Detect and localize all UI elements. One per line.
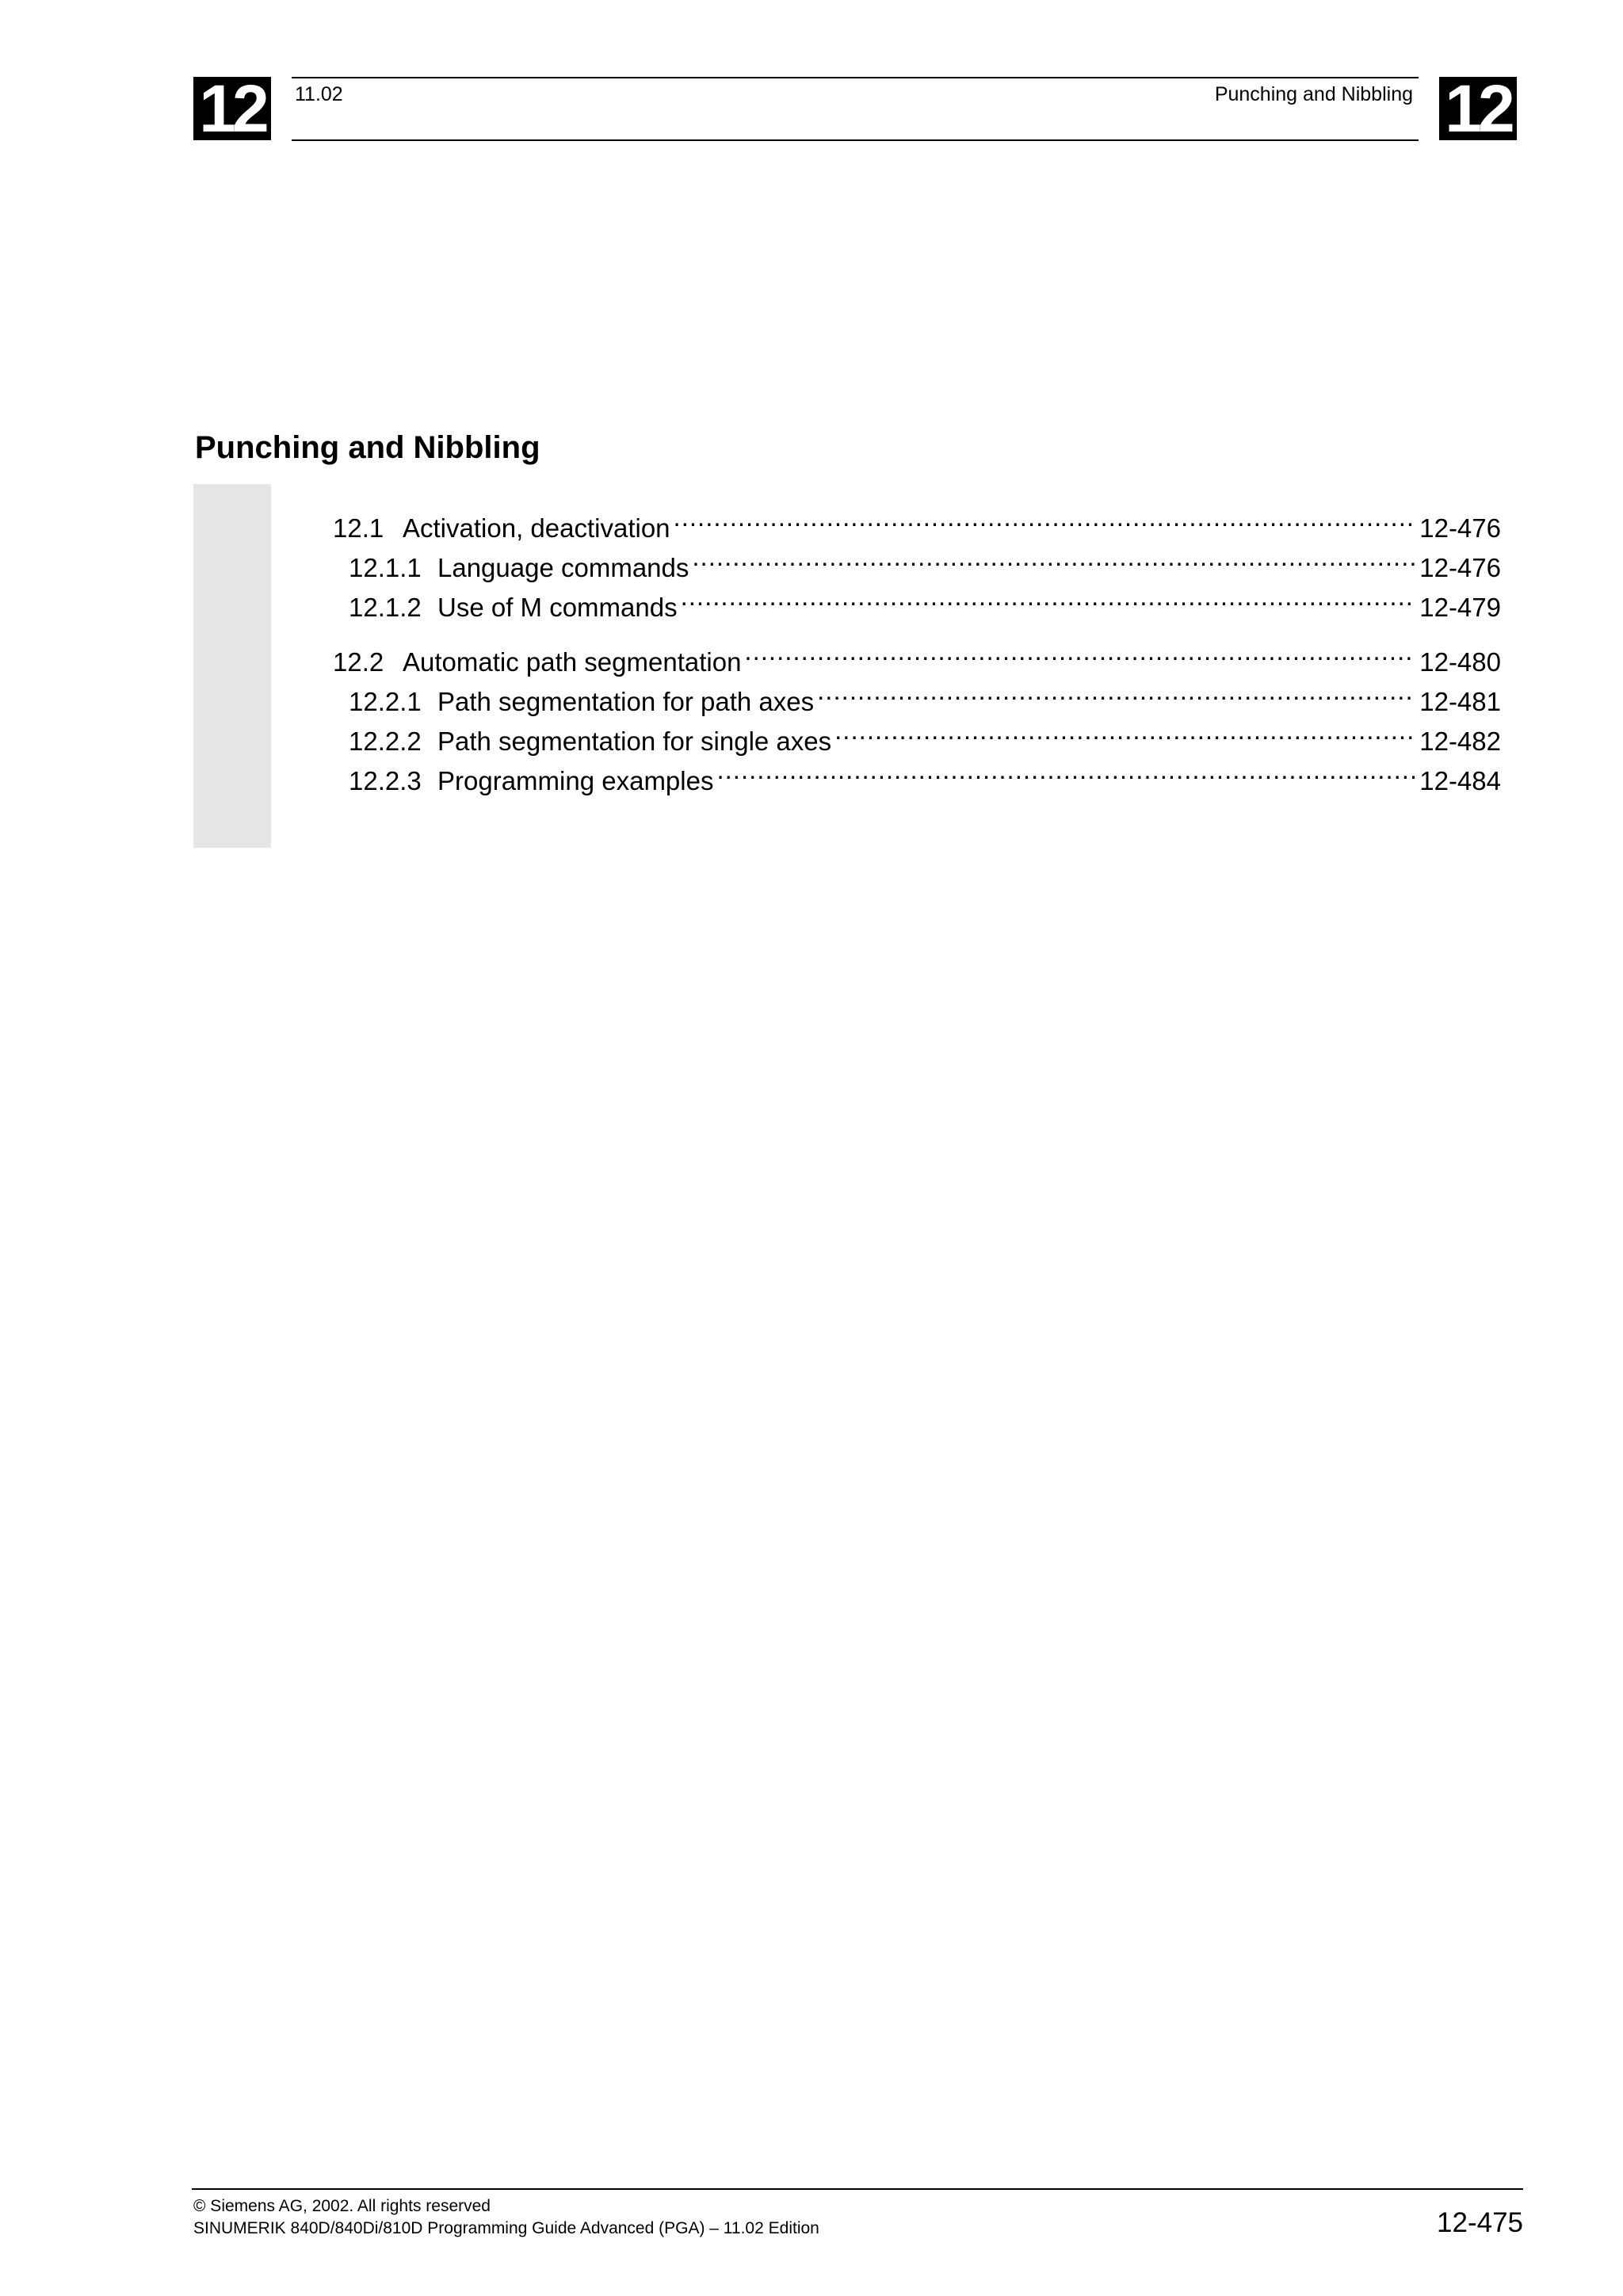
toc-leader-dots: [834, 711, 1415, 750]
chapter-title: Punching and Nibbling: [195, 430, 540, 465]
toc-entry-title: Activation, deactivation: [403, 513, 670, 543]
toc-entry-page: 12-484: [1419, 766, 1501, 795]
toc-entry-title: Path segmentation for single axes: [437, 727, 832, 756]
toc-entry-title: Use of M commands: [437, 593, 678, 622]
toc-entry-page: 12-480: [1419, 647, 1501, 677]
toc-entry-title: Path segmentation for path axes: [437, 687, 815, 716]
toc-leader-dots: [692, 537, 1415, 577]
toc-leader-dots: [817, 671, 1415, 711]
toc-entry-number: 12.1.2: [349, 593, 422, 622]
toc-entry-title: Automatic path segmentation: [403, 647, 742, 677]
toc-leader-dots: [716, 750, 1415, 790]
footer-copyright: © Siemens AG, 2002. All rights reserved: [193, 2197, 491, 2215]
toc-entry-page: 12-479: [1419, 593, 1501, 622]
footer-rule: [192, 2188, 1523, 2190]
toc-entry-number: 12.2.2: [349, 727, 422, 756]
toc-entry-page: 12-476: [1419, 553, 1501, 582]
table-of-contents: [333, 498, 1501, 795]
header-top-rule: [292, 77, 1419, 78]
toc-entry-page: 12-476: [1419, 513, 1501, 543]
toc-entry[interactable]: [333, 631, 1501, 677]
chapter-number-badge-right: 12: [1439, 77, 1517, 140]
toc-entry[interactable]: [333, 498, 1501, 543]
toc-entry-title: Programming examples: [437, 766, 714, 795]
chapter-number-badge-left: 12: [193, 77, 271, 140]
header-edition: 11.02: [295, 83, 343, 105]
toc-entry-number: 12.2.1: [349, 687, 422, 716]
toc-leader-dots: [674, 498, 1415, 537]
toc-leader-dots: [744, 631, 1415, 671]
header-bottom-rule: [292, 139, 1419, 141]
toc-leader-dots: [681, 577, 1415, 616]
toc-entry-number: 12.1.1: [349, 553, 422, 582]
toc-side-bar: [193, 484, 271, 848]
toc-entry-title: Language commands: [437, 553, 689, 582]
toc-entry-page: 12-482: [1419, 727, 1501, 756]
header-section-title: Punching and Nibbling: [1214, 83, 1413, 105]
toc-entry-page: 12-481: [1419, 687, 1501, 716]
footer-page-number: 12-475: [1437, 2207, 1523, 2238]
toc-entry-number: 12.1: [333, 513, 384, 543]
toc-entry-number: 12.2: [333, 647, 384, 677]
toc-entry-number: 12.2.3: [349, 766, 422, 795]
footer-guide-title: SINUMERIK 840D/840Di/810D Programming Guide Advanced (PGA) – 11.02 Edition: [193, 2219, 819, 2237]
